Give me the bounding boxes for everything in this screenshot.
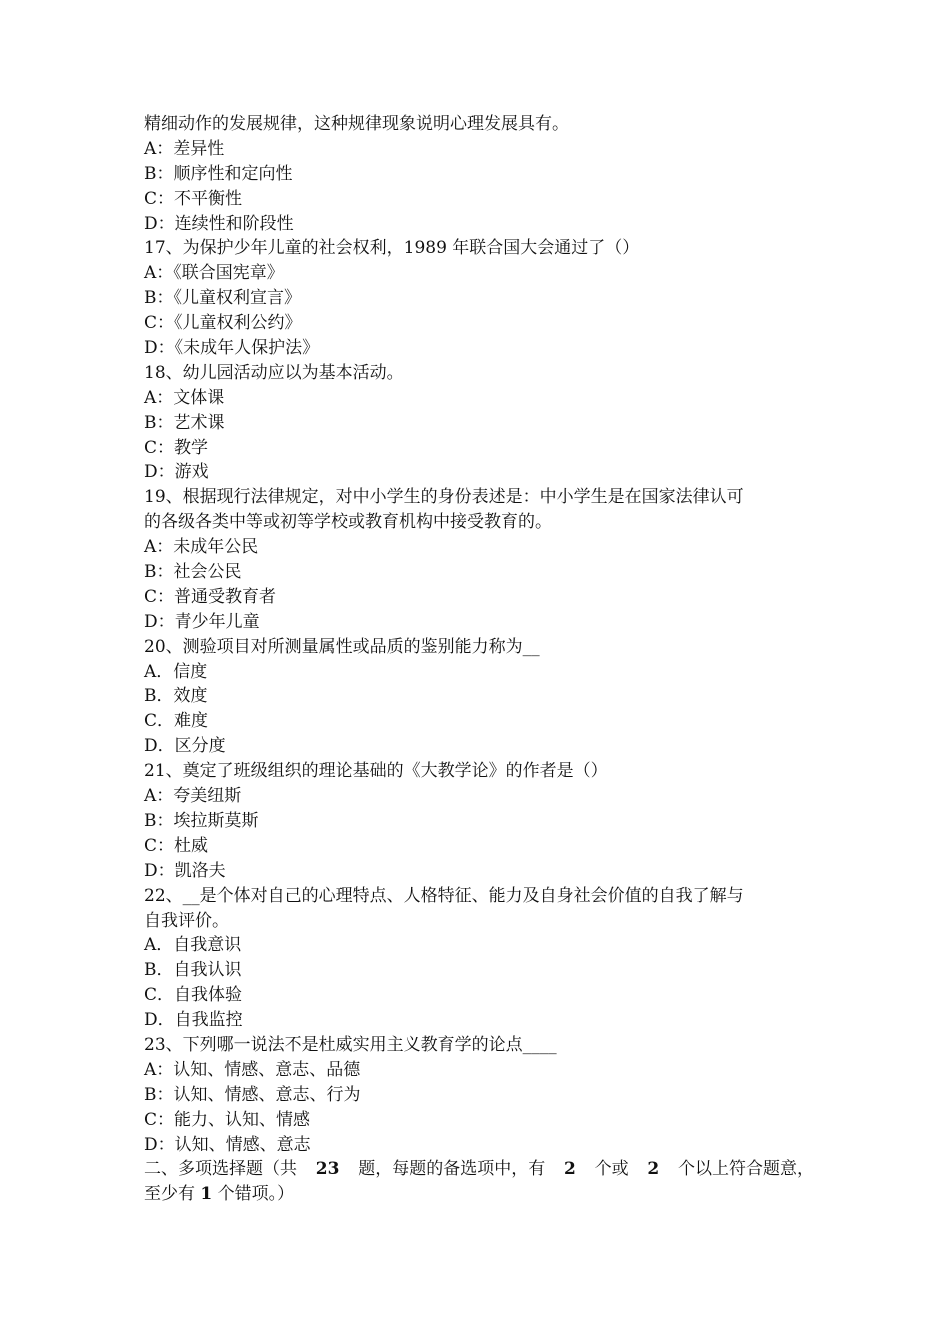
section2-count: 23 (315, 1159, 340, 1180)
q19-option-c: C：普通受教育者 (144, 586, 277, 607)
q19-option-d: D：青少年儿童 (144, 611, 260, 632)
q20-option-b: B．效度 (144, 686, 208, 707)
q20-option-d: D．区分度 (144, 736, 226, 757)
q18-option-c: C：教学 (144, 437, 209, 458)
section2-text-6: 个错项。） (217, 1184, 295, 1205)
section2-text-4: 个以上符合题意， (677, 1159, 814, 1180)
q23-option-c: C：能力、认知、情感 (144, 1109, 311, 1130)
q18-option-b: B：艺术课 (144, 412, 225, 433)
q22-option-c: C．自我体验 (144, 985, 243, 1006)
q21-option-c: C：杜威 (144, 835, 209, 856)
q16-option-c: C：不平衡性 (144, 188, 243, 209)
q17-stem: 17、为保护少年儿童的社会权利，1989 年联合国大会通过了（） (144, 238, 640, 259)
section2-text-2: 题，每题的备选项中，有 (358, 1159, 546, 1180)
section2-text-1: 二、多项选择题（共 (144, 1159, 297, 1180)
q17-option-c: C：《儿童权利公约》 (144, 313, 302, 334)
q19-stem-line1: 19、根据现行法律规定，对中小学生的身份表述是：中小学生是在国家法律认可 (144, 487, 744, 508)
q22-stem-line2: 自我评价。 (144, 910, 229, 931)
intro-line: 精细动作的发展规律，这种规律现象说明心理发展具有。 (144, 114, 569, 134)
q21-option-a: A：夸美纽斯 (144, 786, 242, 807)
q20-option-c: C．难度 (144, 711, 209, 732)
q23-stem: 23、下列哪一说法不是杜威实用主义教育学的论点____ (144, 1034, 557, 1055)
q21-option-b: B：埃拉斯莫斯 (144, 810, 259, 831)
q17-option-b: B：《儿童权利宣言》 (144, 288, 301, 309)
q22-option-a: A．自我意识 (144, 935, 242, 956)
q16-option-d: D：连续性和阶段性 (144, 213, 294, 234)
q19-stem-line2: 的各级各类中等或初等学校或教育机构中接受教育的。 (144, 512, 552, 533)
q21-stem: 21、奠定了班级组织的理论基础的《大教学论》的作者是（） (144, 761, 608, 782)
section2-min-wrong: 1 (200, 1184, 213, 1205)
section2-min-correct-a: 2 (563, 1159, 576, 1180)
section2-heading-line2 (144, 1182, 814, 1207)
q20-option-a: A．信度 (144, 661, 208, 682)
q20-stem: 20、测验项目对所测量属性或品质的鉴别能力称为__ (144, 636, 540, 657)
q22-stem-line1: 22、__是个体对自己的心理特点、人格特征、能力及自身社会价值的自我了解与 (144, 885, 744, 906)
section2-text-5: 至少有 (144, 1184, 195, 1205)
section2-text-3: 个或 (594, 1159, 629, 1180)
q22-option-b: B．自我认识 (144, 960, 242, 981)
q23-option-d: D：认知、情感、意志 (144, 1134, 311, 1155)
q19-option-a: A：未成年公民 (144, 537, 259, 558)
section2-min-correct-b: 2 (647, 1159, 660, 1180)
q17-option-d: D：《未成年人保护法》 (144, 338, 320, 359)
q19-option-b: B：社会公民 (144, 562, 242, 583)
q18-stem: 18、幼儿园活动应以为基本活动。 (144, 362, 404, 383)
q21-option-d: D：凯洛夫 (144, 860, 226, 881)
section2-heading-line1 (144, 1157, 814, 1182)
q18-option-d: D：游戏 (144, 462, 209, 483)
q16-option-b: B：顺序性和定向性 (144, 163, 293, 184)
q22-option-d: D．自我监控 (144, 1010, 243, 1031)
q23-option-b: B：认知、情感、意志、行为 (144, 1084, 361, 1105)
q23-option-a: A：认知、情感、意志、品德 (144, 1059, 361, 1080)
q17-option-a: A：《联合国宪章》 (144, 263, 284, 284)
q16-option-a: A：差异性 (144, 138, 225, 159)
page-content (144, 112, 814, 1207)
q18-option-a: A：文体课 (144, 387, 225, 408)
